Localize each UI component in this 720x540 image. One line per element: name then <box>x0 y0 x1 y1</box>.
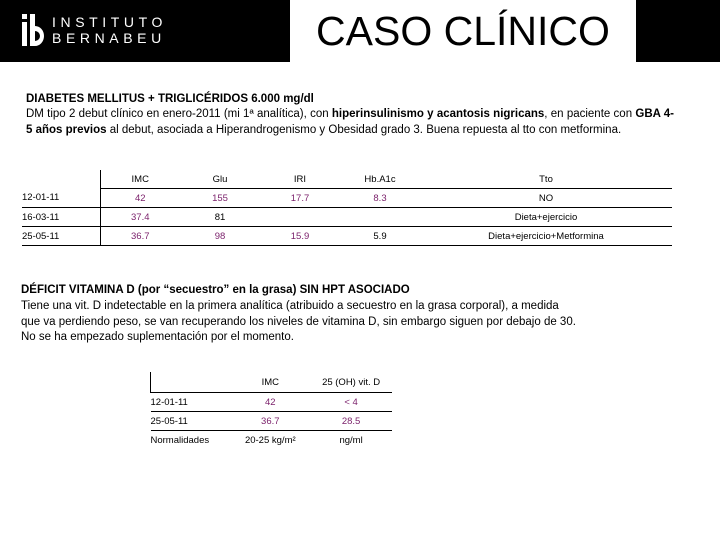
header-tto: Tto <box>420 170 672 189</box>
row-glu: 155 <box>180 189 260 208</box>
row-imc: 42 <box>100 189 180 208</box>
logo-mark-icon <box>22 14 44 46</box>
row-date: 16-03-11 <box>22 208 100 227</box>
header-glu: Glu <box>180 170 260 189</box>
table-row <box>22 227 672 246</box>
row-imc: 37.4 <box>100 208 180 227</box>
row-vitd: 28.5 <box>310 412 392 431</box>
row-date: 25-05-11 <box>22 227 100 246</box>
section1-text-a: DM tipo 2 debut clínico en enero-2011 (mi 1ª analítica), con <box>26 108 332 120</box>
row-iri: 17.7 <box>260 189 340 208</box>
row-vitd: < 4 <box>310 393 392 412</box>
section1-text-e: al debut, asociada a Hiperandrogenismo y Obesidad grado 3. Buena repuesta al tto con metformina. <box>106 123 622 136</box>
row-iri <box>260 208 340 227</box>
header-imc: IMC <box>100 170 180 189</box>
row-glu: 81 <box>180 208 260 227</box>
header-iri: IRI <box>260 170 340 189</box>
section1-text <box>26 107 674 138</box>
row-iri: 15.9 <box>260 227 340 246</box>
logo-line-2: BERNABEU <box>52 30 166 46</box>
table-row <box>22 189 672 208</box>
table-row <box>151 412 393 431</box>
logo-line-1: INSTITUTO <box>52 14 168 30</box>
section1-title: DIABETES MELLITUS + TRIGLICÉRIDOS 6.000 mg/dl <box>26 93 314 105</box>
table-row <box>151 431 393 450</box>
row-date: 12-01-11 <box>22 189 100 208</box>
header-vitd: 25 (OH) vit. D <box>310 372 392 393</box>
vitamin-d-table <box>150 372 392 449</box>
section1-text-c: , en paciente con <box>544 108 636 120</box>
row-imc: 20-25 kg/m² <box>244 434 296 446</box>
row-date: 12-01-11 <box>151 393 231 412</box>
page-title: CASO CLÍNICO <box>316 8 610 54</box>
table-header-row <box>151 372 393 393</box>
title-box <box>290 0 636 62</box>
row-date: Normalidades <box>150 434 210 446</box>
row-date: 25-05-11 <box>151 412 231 431</box>
row-tto: Dieta+ejercicio+Metformina <box>420 227 672 246</box>
row-glu: 98 <box>180 227 260 246</box>
row-tto: NO <box>420 189 672 208</box>
row-hba1c <box>340 208 420 227</box>
row-imc: 36.7 <box>100 227 180 246</box>
section1-text-d: GBA 4-5 años previos <box>26 108 674 136</box>
table-row <box>22 208 672 227</box>
section2-text: Tiene una vit. D indetectable en la primera analítica (atribuido a secuestro en la grasa corporal), a medida que va perdiendo peso, se van recuperando los niveles de vitamina D, sin embargo siguen por debajo de 30. No se ha empezado suplementación por el momento. <box>21 300 576 343</box>
diabetes-table <box>22 170 672 246</box>
header-blank-cell <box>22 170 100 189</box>
row-imc: 42 <box>230 393 310 412</box>
table-header-row <box>22 170 672 189</box>
row-hba1c: 8.3 <box>340 189 420 208</box>
row-imc: 36.7 <box>230 412 310 431</box>
row-tto: Dieta+ejercicio <box>420 208 672 227</box>
header-bar <box>0 0 720 62</box>
logo-text <box>52 14 167 46</box>
header-imc: IMC <box>230 372 310 393</box>
header-blank-cell <box>151 372 231 393</box>
header-hba1c: Hb.A1c <box>340 170 420 189</box>
table-row <box>151 393 393 412</box>
section1-text-b: hiperinsulinismo y acantosis nigricans <box>331 108 545 120</box>
row-vitd: ng/ml <box>339 434 363 446</box>
section2-title: DÉFICIT VITAMINA D (por “secuestro” en la grasa) SIN HPT ASOCIADO <box>21 284 410 296</box>
row-hba1c: 5.9 <box>340 227 420 246</box>
